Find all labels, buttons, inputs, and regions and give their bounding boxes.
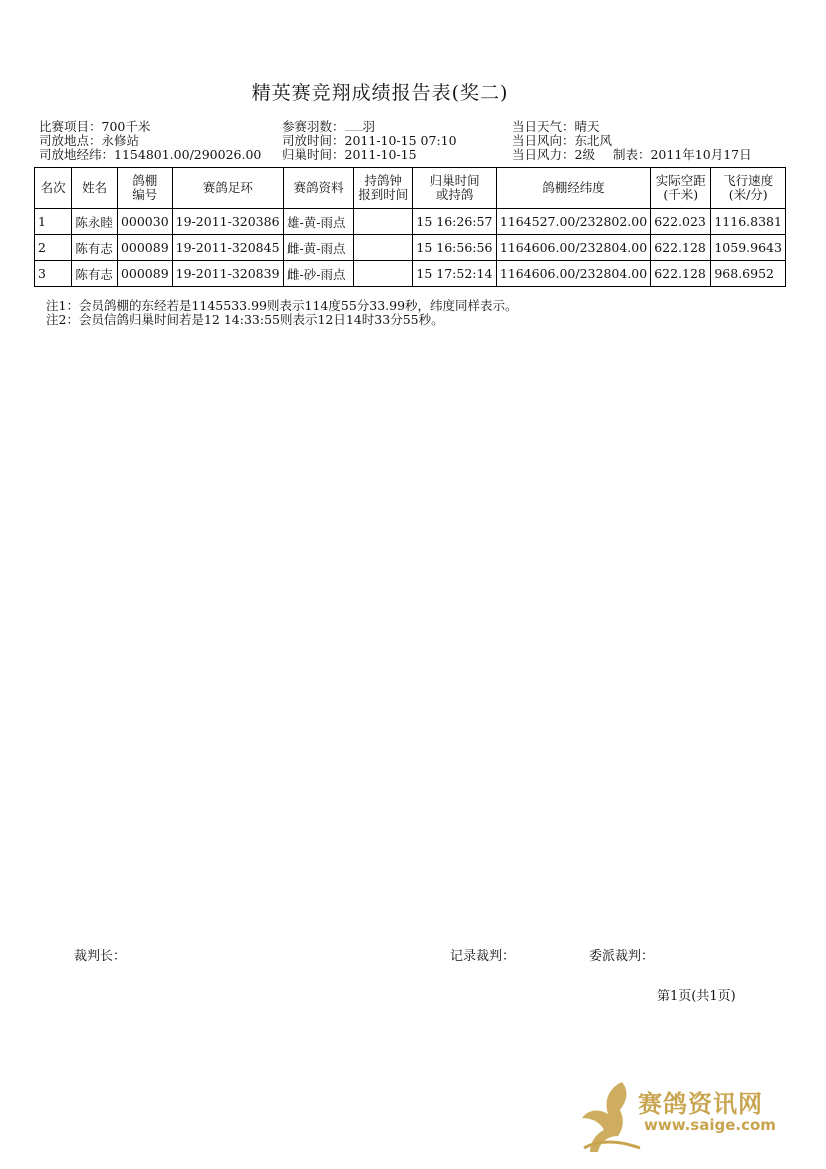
column-header-line: 或持鸽 — [435, 187, 474, 202]
column-header-line: 实际空距 — [655, 173, 706, 188]
table-cell: 000089 — [117, 261, 172, 287]
page-number: 第1页(共1页) — [657, 989, 736, 1004]
table-body — [35, 209, 786, 287]
table-cell: 622.023 — [651, 209, 711, 235]
weather-value: 晴天 — [574, 119, 600, 134]
info-column-middle — [282, 120, 457, 162]
table-cell: 1164527.00/232802.00 — [496, 209, 650, 235]
table-cell: 陈永睦 — [72, 209, 118, 235]
report-title: 精英赛竞翔成绩报告表(奖二) — [251, 82, 509, 104]
column-header-line: 编号 — [132, 187, 158, 202]
weather-label: 当日天气： — [512, 119, 575, 134]
column-header-line: 飞行速度 — [723, 173, 774, 188]
column-header — [354, 168, 413, 209]
project-label: 比赛项目： — [39, 119, 102, 134]
column-header-line: 报到时间 — [358, 187, 409, 202]
wind-force-label: 当日风力： — [512, 147, 575, 162]
table-cell: 15 16:56:56 — [413, 235, 496, 261]
place-label: 司放地点： — [39, 133, 102, 148]
project-value: 700千米 — [101, 119, 151, 134]
column-header-line: 归巢时间 — [429, 173, 480, 188]
column-header-line: 姓名 — [82, 180, 108, 195]
chief-referee-label: 裁判长： — [74, 949, 127, 964]
table-cell — [354, 209, 413, 235]
column-header — [72, 168, 118, 209]
table-cell: 000089 — [117, 235, 172, 261]
return-label: 归巢时间： — [282, 147, 345, 162]
table-cell: 15 17:52:14 — [413, 261, 496, 287]
results-table — [34, 167, 786, 287]
table-cell: 雌-黄-雨点 — [284, 235, 354, 261]
assigned-referee-label: 委派裁判： — [589, 949, 655, 964]
made-label: 制表： — [612, 147, 651, 162]
table-cell: 622.128 — [651, 261, 711, 287]
table-cell: 雄-黄-雨点 — [284, 209, 354, 235]
count-blank — [345, 120, 363, 131]
coords-label: 司放地经纬： — [39, 147, 115, 162]
column-header-line: 名次 — [40, 180, 66, 195]
table-cell: 陈有志 — [72, 235, 118, 261]
table-cell: 968.6952 — [711, 261, 786, 287]
table-cell: 1164606.00/232804.00 — [496, 261, 650, 287]
watermark-url: www.saige.com — [644, 1116, 776, 1134]
column-header-line: 鸽棚经纬度 — [542, 180, 605, 195]
table-row — [35, 235, 786, 261]
watermark-logo — [578, 1078, 818, 1158]
watermark-name: 赛鸽资讯网 — [638, 1090, 763, 1118]
note-2: 注2：会员信鸽归巢时间若是12 14:33:55则表示12日14时33分55秒。 — [46, 312, 444, 327]
column-header — [496, 168, 650, 209]
table-cell: 雌-砂-雨点 — [284, 261, 354, 287]
column-header — [172, 168, 283, 209]
return-value: 2011-10-15 — [344, 147, 417, 162]
table-cell — [354, 235, 413, 261]
release-value: 2011-10-15 07:10 — [344, 133, 457, 148]
column-header-line: 赛鸽资料 — [293, 180, 344, 195]
table-cell — [354, 261, 413, 287]
column-header — [117, 168, 172, 209]
coords-value: 1154801.00/290026.00 — [114, 147, 262, 162]
column-header — [413, 168, 496, 209]
table-cell: 1 — [35, 209, 72, 235]
column-header — [711, 168, 786, 209]
column-header-line: (米/分) — [728, 187, 768, 202]
wind-dir-label: 当日风向： — [512, 133, 575, 148]
table-cell: 622.128 — [651, 235, 711, 261]
info-column-right — [512, 120, 752, 162]
note-1: 注1：会员鸽棚的东经若是1145533.99则表示114度55分33.99秒，纬度同样表示。 — [46, 298, 518, 313]
info-column-left — [39, 120, 261, 162]
column-header — [651, 168, 711, 209]
record-referee-label: 记录裁判： — [450, 949, 516, 964]
column-header-line: 赛鸽足环 — [202, 180, 253, 195]
table-header-row — [35, 168, 786, 209]
table-cell: 1059.9643 — [711, 235, 786, 261]
table-cell: 19-2011-320839 — [172, 261, 283, 287]
count-unit: 羽 — [362, 119, 376, 134]
table-cell: 19-2011-320386 — [172, 209, 283, 235]
table-cell: 3 — [35, 261, 72, 287]
place-value: 永修站 — [101, 133, 140, 148]
table-cell: 1164606.00/232804.00 — [496, 235, 650, 261]
table-cell: 19-2011-320845 — [172, 235, 283, 261]
release-label: 司放时间： — [282, 133, 345, 148]
column-header-line: 持鸽钟 — [364, 173, 403, 188]
column-header-line: 鸽棚 — [132, 173, 158, 188]
count-label: 参赛羽数： — [282, 119, 345, 134]
table-cell: 000030 — [117, 209, 172, 235]
column-header — [35, 168, 72, 209]
table-cell: 15 16:26:57 — [413, 209, 496, 235]
made-value: 2011年10月17日 — [650, 147, 752, 162]
table-cell: 陈有志 — [72, 261, 118, 287]
column-header-line: (千米) — [663, 187, 699, 202]
wind-force-value: 2级 — [574, 147, 595, 162]
table-row — [35, 209, 786, 235]
table-row — [35, 261, 786, 287]
table-cell: 2 — [35, 235, 72, 261]
column-header — [284, 168, 354, 209]
table-cell: 1116.8381 — [711, 209, 786, 235]
wind-dir-value: 东北风 — [574, 133, 613, 148]
